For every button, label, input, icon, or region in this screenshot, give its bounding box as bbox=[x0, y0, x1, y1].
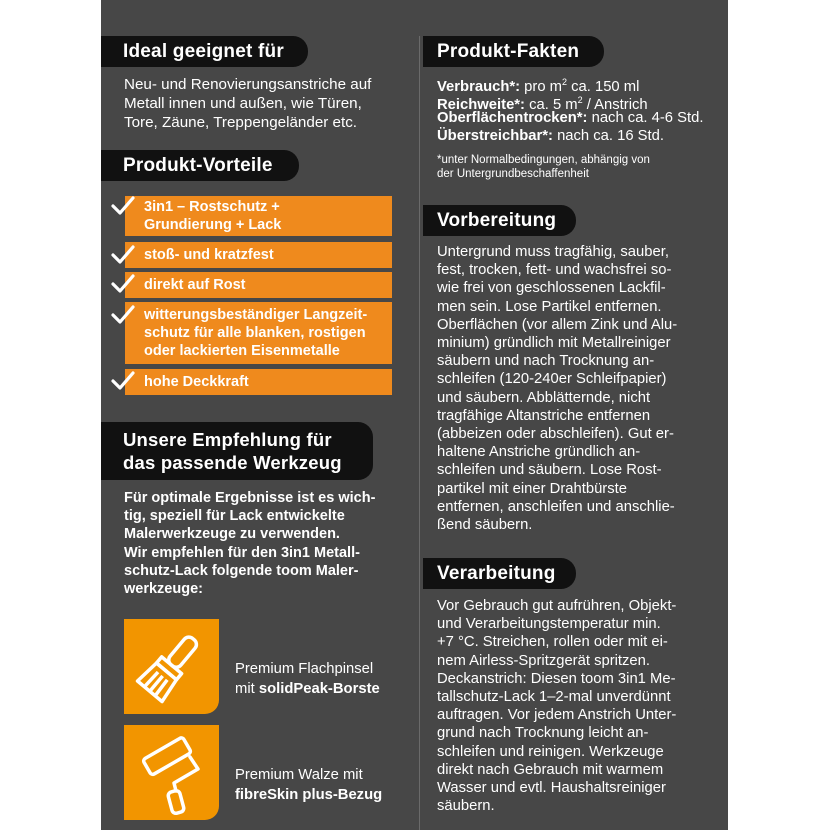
tool-line2: fibreSkin plus-Bezug bbox=[235, 787, 383, 803]
tool-tile-brush bbox=[124, 619, 219, 714]
paintbrush-icon bbox=[124, 619, 219, 714]
fact-row: Verbrauch*: pro $m^2$ ca. 150 ml bbox=[437, 77, 640, 95]
ideal-text: Neu- und Renovierungsanstriche auf Metall innen und außen, wie Türen, Tore, Zäune, Treppengeländer etc. bbox=[124, 76, 372, 131]
vorteil-item: hohe Deckkraft bbox=[125, 369, 392, 395]
vorbereitung-text: Untergrund muss tragfähig, sauber, fest, trocken, fett- und wachsfrei so- wie frei von geschlossenen Lackfil- men sein. Lose Partikel entfernen. Oberflächen (vor allem Zink und Alu- minium) gründlich mit Metallreiniger säubern und nach Trocknung an- schleifen (120-240er Schleifpapier) und säubern. Abblätternde, nicht tragfähige Altanstriche entfernen (abbeizen oder abschleifen). Gut er- haltene Anstriche gründlich an- schleifen und säubern. Lose Rost- partikel mit einer Drahtbürste entfernen, anschleifen und anschlie- ßend säubern. bbox=[437, 244, 678, 534]
vorteil-item: stoß- und kratzfest bbox=[125, 242, 392, 268]
section-title-vorteile: Produkt-Vorteile bbox=[101, 150, 299, 181]
empfehlung-text: Für optimale Ergebnisse ist es wich- tig, speziell für Lack entwickelte Malerwerkzeuge zu verwenden. Wir empfehlen für den 3in1 Metall- schutz-Lack folgende toom Maler- werkzeuge: bbox=[124, 490, 376, 598]
tool-label-roller bbox=[235, 765, 382, 805]
tool-label-brush bbox=[235, 659, 380, 699]
section-title-verarbeitung: Verarbeitung bbox=[423, 558, 576, 589]
section-title-fakten: Produkt-Fakten bbox=[423, 36, 604, 67]
checkmark-icon bbox=[111, 305, 135, 325]
tool-line1: Premium Walze mit bbox=[235, 767, 363, 783]
section-title-ideal: Ideal geeignet für bbox=[101, 36, 308, 67]
checkmark-icon bbox=[111, 371, 135, 391]
checkmark-icon bbox=[111, 245, 135, 265]
vorteil-item: 3in1 – Rostschutz + Grundierung + Lack bbox=[125, 196, 392, 236]
fact-row: Reichweite*: ca. 5 $m^2$ / Anstrich bbox=[437, 95, 648, 113]
verarbeitung-text: Vor Gebrauch gut aufrühren, Objekt- und Verarbeitungstemperatur min. +7 °C. Streichen, rollen oder mit ei- nem Airless-Spritzgerät spritzen. Deckanstrich: Diesen toom 3in1 Me- tallschutz-Lack 1–2-mal unverdünnt auftragen. Vor jedem Anstrich Unter- grund nach Trocknung leicht an- schleifen und reinigen. Werkzeuge direkt nach Gebrauch mit warmem Wasser und evtl. Haushaltsreiniger säubern. bbox=[437, 598, 677, 815]
fact-row: Oberflächentrocken*: nach ca. 4-6 Std. bbox=[437, 110, 704, 126]
tool-line2: mit solidPeak-Borste bbox=[235, 681, 380, 697]
vorteil-item: witterungsbeständiger Langzeit- schutz für alle blanken, rostigen oder lackierten Eisenmetalle bbox=[125, 302, 392, 364]
section-title-vorbereitung: Vorbereitung bbox=[423, 205, 576, 236]
fakten-footnote: *unter Normalbedingungen, abhängig von der Untergrundbeschaffenheit bbox=[437, 154, 650, 180]
section-title-empfehlung: Unsere Empfehlung für das passende Werkzeug bbox=[101, 422, 373, 480]
vorteil-item: direkt auf Rost bbox=[125, 272, 392, 298]
paint-roller-icon bbox=[124, 725, 219, 820]
checkmark-icon bbox=[111, 274, 135, 294]
tool-tile-roller bbox=[124, 725, 219, 820]
column-divider bbox=[419, 36, 420, 830]
fact-row: Überstreichbar*: nach ca. 16 Std. bbox=[437, 128, 665, 144]
checkmark-icon bbox=[111, 196, 135, 216]
tool-line1: Premium Flachpinsel bbox=[235, 661, 374, 677]
